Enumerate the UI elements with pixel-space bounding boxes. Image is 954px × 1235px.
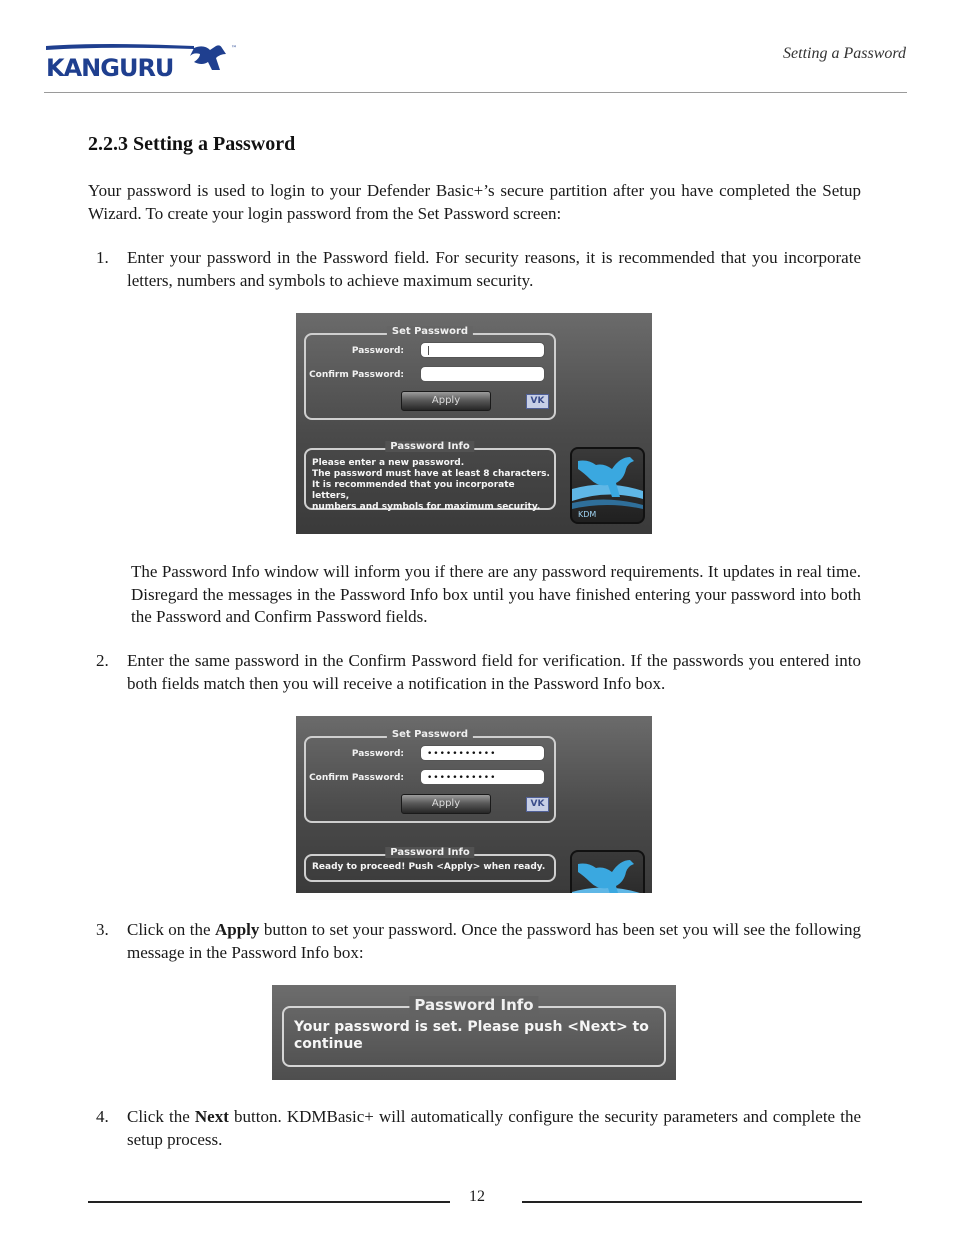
step-text: Click the Next button. KDMBasic+ will automatically configure the security parameters and complete the setup process. xyxy=(127,1107,862,1149)
kdm-icon xyxy=(570,850,645,893)
set-password-group xyxy=(304,729,556,823)
step-text: Enter your password in the Password field. For security reasons, it is recommended that you incorporate letters, numbers and symbols to achieve maximum security. xyxy=(127,248,861,290)
next-emphasis: Next xyxy=(194,1107,229,1126)
step-number: 2. xyxy=(96,651,109,670)
intro-paragraph: Your password is used to login to your Defender Basic+’s secure partition after you have completed the Setup Wizard. To create your login password from the Set Password screen: xyxy=(88,181,861,223)
password-label: Password: xyxy=(351,346,404,356)
apply-emphasis: Apply xyxy=(214,920,260,939)
password-info-group xyxy=(304,847,556,882)
footer-rule-right xyxy=(522,1201,862,1203)
svg-text:KDM: KDM xyxy=(578,510,597,519)
header-divider xyxy=(44,92,907,93)
password-info-legend: Password Info xyxy=(409,996,538,1014)
password-info-legend: Password Info xyxy=(385,441,474,452)
svg-text:™: ™ xyxy=(231,45,237,52)
password-info-text: Ready to proceed! Push <Apply> when ready. xyxy=(312,862,546,872)
set-password-screenshot xyxy=(296,313,652,534)
password-info-group xyxy=(282,996,666,1067)
password-info-group xyxy=(304,441,556,512)
password-field[interactable]: ••••••••••• xyxy=(420,745,545,761)
confirm-password-field[interactable] xyxy=(420,366,545,382)
svg-text:KANGURU: KANGURU xyxy=(46,54,174,80)
step-text: Click on the Apply button to set your password. Once the password has been set you will see the following message in the Password Info box: xyxy=(127,920,861,962)
step-2 xyxy=(96,650,861,695)
password-info-text: Your password is set. Please push <Next> to continue xyxy=(294,1019,649,1052)
password-label: Password: xyxy=(351,749,404,759)
step-number: 1. xyxy=(96,248,109,267)
set-password-legend: Set Password xyxy=(387,326,473,337)
kdm-icon xyxy=(570,447,645,524)
step-text: Enter the same password in the Confirm Password field for verification. If the passwords you entered into both fields match then you will receive a notification in the Password Info box. xyxy=(127,651,861,693)
confirm-password-field[interactable]: ••••••••••• xyxy=(420,769,545,785)
step-number: 3. xyxy=(96,920,109,939)
password-set-screenshot xyxy=(272,985,676,1080)
set-password-group xyxy=(304,326,556,420)
confirm-password-label: Confirm Password: xyxy=(309,370,404,380)
password-field[interactable]: | xyxy=(420,342,545,358)
step-1 xyxy=(96,247,861,292)
step-3 xyxy=(96,919,861,964)
step-number: 4. xyxy=(96,1107,109,1126)
confirm-password-label: Confirm Password: xyxy=(309,773,404,783)
apply-button[interactable]: Apply xyxy=(401,794,491,814)
apply-button[interactable]: Apply xyxy=(401,391,491,411)
kangaroo-icon xyxy=(572,449,643,522)
page-number: 12 xyxy=(469,1188,485,1205)
header-title: Setting a Password xyxy=(783,45,906,62)
password-info-legend: Password Info xyxy=(385,847,474,858)
virtual-keyboard-button[interactable]: VK xyxy=(526,394,549,409)
kanguru-logo xyxy=(44,40,239,80)
virtual-keyboard-button[interactable]: VK xyxy=(526,797,549,812)
step-4 xyxy=(96,1106,861,1151)
confirm-password-screenshot xyxy=(296,716,652,893)
kangaroo-icon xyxy=(572,852,643,893)
set-password-legend: Set Password xyxy=(387,729,473,740)
password-info-note: The Password Info window will inform you if there are any password requirements. It updates in real time. Disregard the messages in the Password Info box until you have finished entering your password into both the Password and Confirm Password fields. xyxy=(131,562,861,626)
section-heading: 2.2.3 Setting a Password xyxy=(88,133,296,155)
password-info-text: Please enter a new password. The password must have at least 8 characters. It is recommended that you incorporate letters, numbers and symbols for maximum security. xyxy=(312,458,550,512)
